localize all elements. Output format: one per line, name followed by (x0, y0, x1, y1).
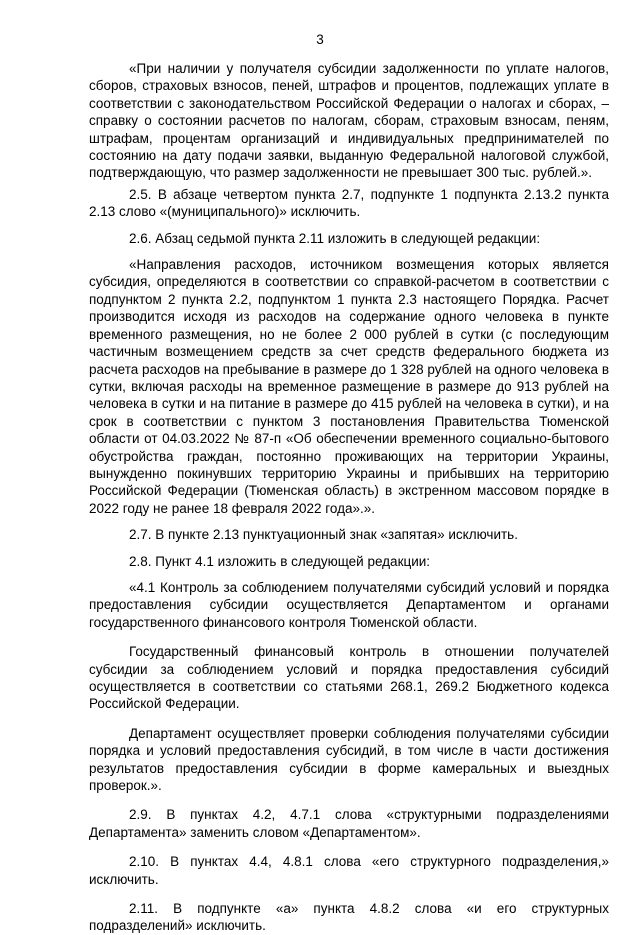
paragraph-2-9: 2.9. В пунктах 4.2, 4.7.1 слова «структурными подразделениями Департамента» заменить словом «Департаментом». (89, 807, 609, 840)
paragraph-2-7: 2.7. В пункте 2.13 пунктуационный знак «запятая» исключить. (129, 527, 518, 543)
document-body (89, 60, 609, 935)
paragraph-2-10: 2.10. В пунктах 4.4, 4.8.1 слова «его структурного подразделения,» исключить. (89, 854, 609, 887)
paragraph-department-inspections: Департамент осуществляет проверки соблюдения получателями субсидии порядка и условий предоставления субсидий, в том числе в части достижения результатов предоставления субсидии в форме камеральных и выездных проверок.». (89, 725, 609, 794)
paragraph-expense-directions: «Направления расходов, источником возмещения которых является субсидия, определяются в соответствии со справкой-расчетом в соответствии с подпунктом 2 пункта 2.2, подпунктом 1 пункта 2.3 настоящего Порядка. Расчет производится исходя из расходов на содержание одного человека в пункте временного размещения, но не более 2 000 рублей в сутки (с последующим частичным возмещением средств за счет средств федерального бюджета из расчета расходов на пребывание в размере до 1 328 рублей на одного человека в сутки, включая расходы на временное размещение в размере до 913 рублей на человека в сутки и на питание в размере до 415 рублей на человека в сутки), и на срок в соответствии с пунктом 3 постановления Правительства Тюменской области от 04.03.2022 № 87-п «Об обеспечении временного социально-бытового обустройства граждан, постоянно проживающих на территории Украины, вынужденно покинувших территорию Украины и прибывших на территорию Российской Федерации (Тюменская область) в экстренном массовом порядке в 2022 году не ранее 18 февраля 2022 года».». (89, 257, 609, 516)
paragraph-tax-debt-certificate: «При наличии у получателя субсидии задолженности по уплате налогов, сборов, страховых взносов, пеней, штрафов и процентов, подлежащих уплате в соответствии с законодательством Российской Федерации о налогах и сборах, – справку о состоянии расчетов по налогам, сборам, страховым взносам, пеням, штрафам, процентам организаций и индивидуальных предпринимателей по состоянию на дату подачи заявки, выданную Федеральной налоговой службой, подтверждающую, что размер задолженности не превышает 300 тыс. рублей.». (89, 61, 609, 181)
paragraph-2-6: 2.6. Абзац седьмой пункта 2.11 изложить в следующей редакции: (129, 230, 541, 246)
paragraph-state-financial-control: Государственный финансовый контроль в отношении получателей субсидии за соблюдением условий и порядка предоставления субсидий осуществляется в соответствии со статьями 268.1, 269.2 Бюджетного кодекса Российской Федерации. (89, 644, 609, 712)
page-number: 3 (316, 32, 324, 47)
paragraph-2-5: 2.5. В абзаце четвертом пункта 2.7, подпункте 1 подпункта 2.13.2 пункта 2.13 слово «(муниципального)» исключить. (89, 186, 609, 220)
paragraph-4-1-control: «4.1 Контроль за соблюдением получателями субсидий условий и порядка предоставления субсидии осуществляется Департаментом и органами государственного финансового контроля Тюменской области. (89, 579, 609, 630)
paragraph-2-11: 2.11. В подпункте «а» пункта 4.8.2 слова «и его структурных подразделений» исключить. (89, 901, 609, 934)
paragraph-2-8: 2.8. Пункт 4.1 изложить в следующей редакции: (129, 553, 431, 569)
